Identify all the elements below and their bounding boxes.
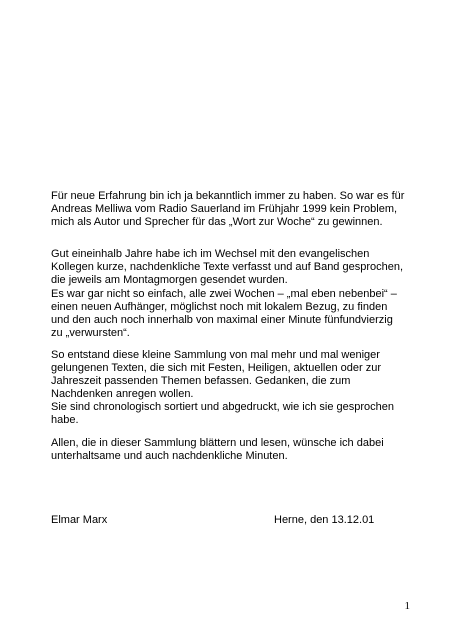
paragraph-line: Andreas Melliwa vom Radio Sauerland im Frühjahr 1999 kein Problem, [51,203,398,215]
paragraph-line: einen neuen Aufhänger, möglichst noch mit lokalem Bezug, zu finden [51,301,388,313]
paragraph-line: mich als Autor und Sprecher für das „Wort zur Woche“ zu gewinnen. [51,216,383,228]
paragraph-line: Sie sind chronologisch sortiert und abgedruckt, wie ich sie gesprochen [51,401,395,413]
paragraph-wishes [51,437,411,463]
paragraph-line: gelungenen Texten, die sich mit Festen, Heiligen, aktuellen oder zur [51,362,381,374]
page-number: 1 [404,600,410,612]
paragraph-line: So entstand diese kleine Sammlung von mal mehr und mal weniger [51,349,380,361]
author-name: Elmar Marx [51,514,108,526]
paragraph-line: Allen, die in dieser Sammlung blättern und lesen, wünsche ich dabei [51,437,384,449]
paragraph-difficulty [51,288,411,340]
place-date: Herne, den 13.12.01 [274,514,375,526]
paragraph-line: Gut eineinhalb Jahre habe ich im Wechsel mit den evangelischen [51,248,370,260]
paragraph-line: Es war gar nicht so einfach, alle zwei Wochen – „mal eben nebenbei“ – [51,288,397,300]
paragraph-line: zu „verwursten“. [51,327,130,339]
paragraph-line: Jahreszeit passenden Themen befassen. Gedanken, die zum [51,375,351,387]
paragraph-line: Kollegen kurze, nachdenkliche Texte verfasst und auf Band gesprochen, [51,261,404,273]
paragraph-duration [51,248,411,287]
paragraph-collection [51,349,411,427]
paragraph-intro [51,190,411,229]
paragraph-line: und den auch noch innerhalb von maximal einer Minute fünfundvierzig [51,314,393,326]
paragraph-line: unterhaltsame und auch nachdenkliche Minuten. [51,450,288,462]
paragraph-line: die jeweils am Montagmorgen gesendet wurden. [51,274,288,286]
paragraph-line: Nachdenken anregen wollen. [51,388,194,400]
paragraph-line: habe. [51,414,79,426]
paragraph-line: Für neue Erfahrung bin ich ja bekanntlich immer zu haben. So war es für [51,190,405,202]
